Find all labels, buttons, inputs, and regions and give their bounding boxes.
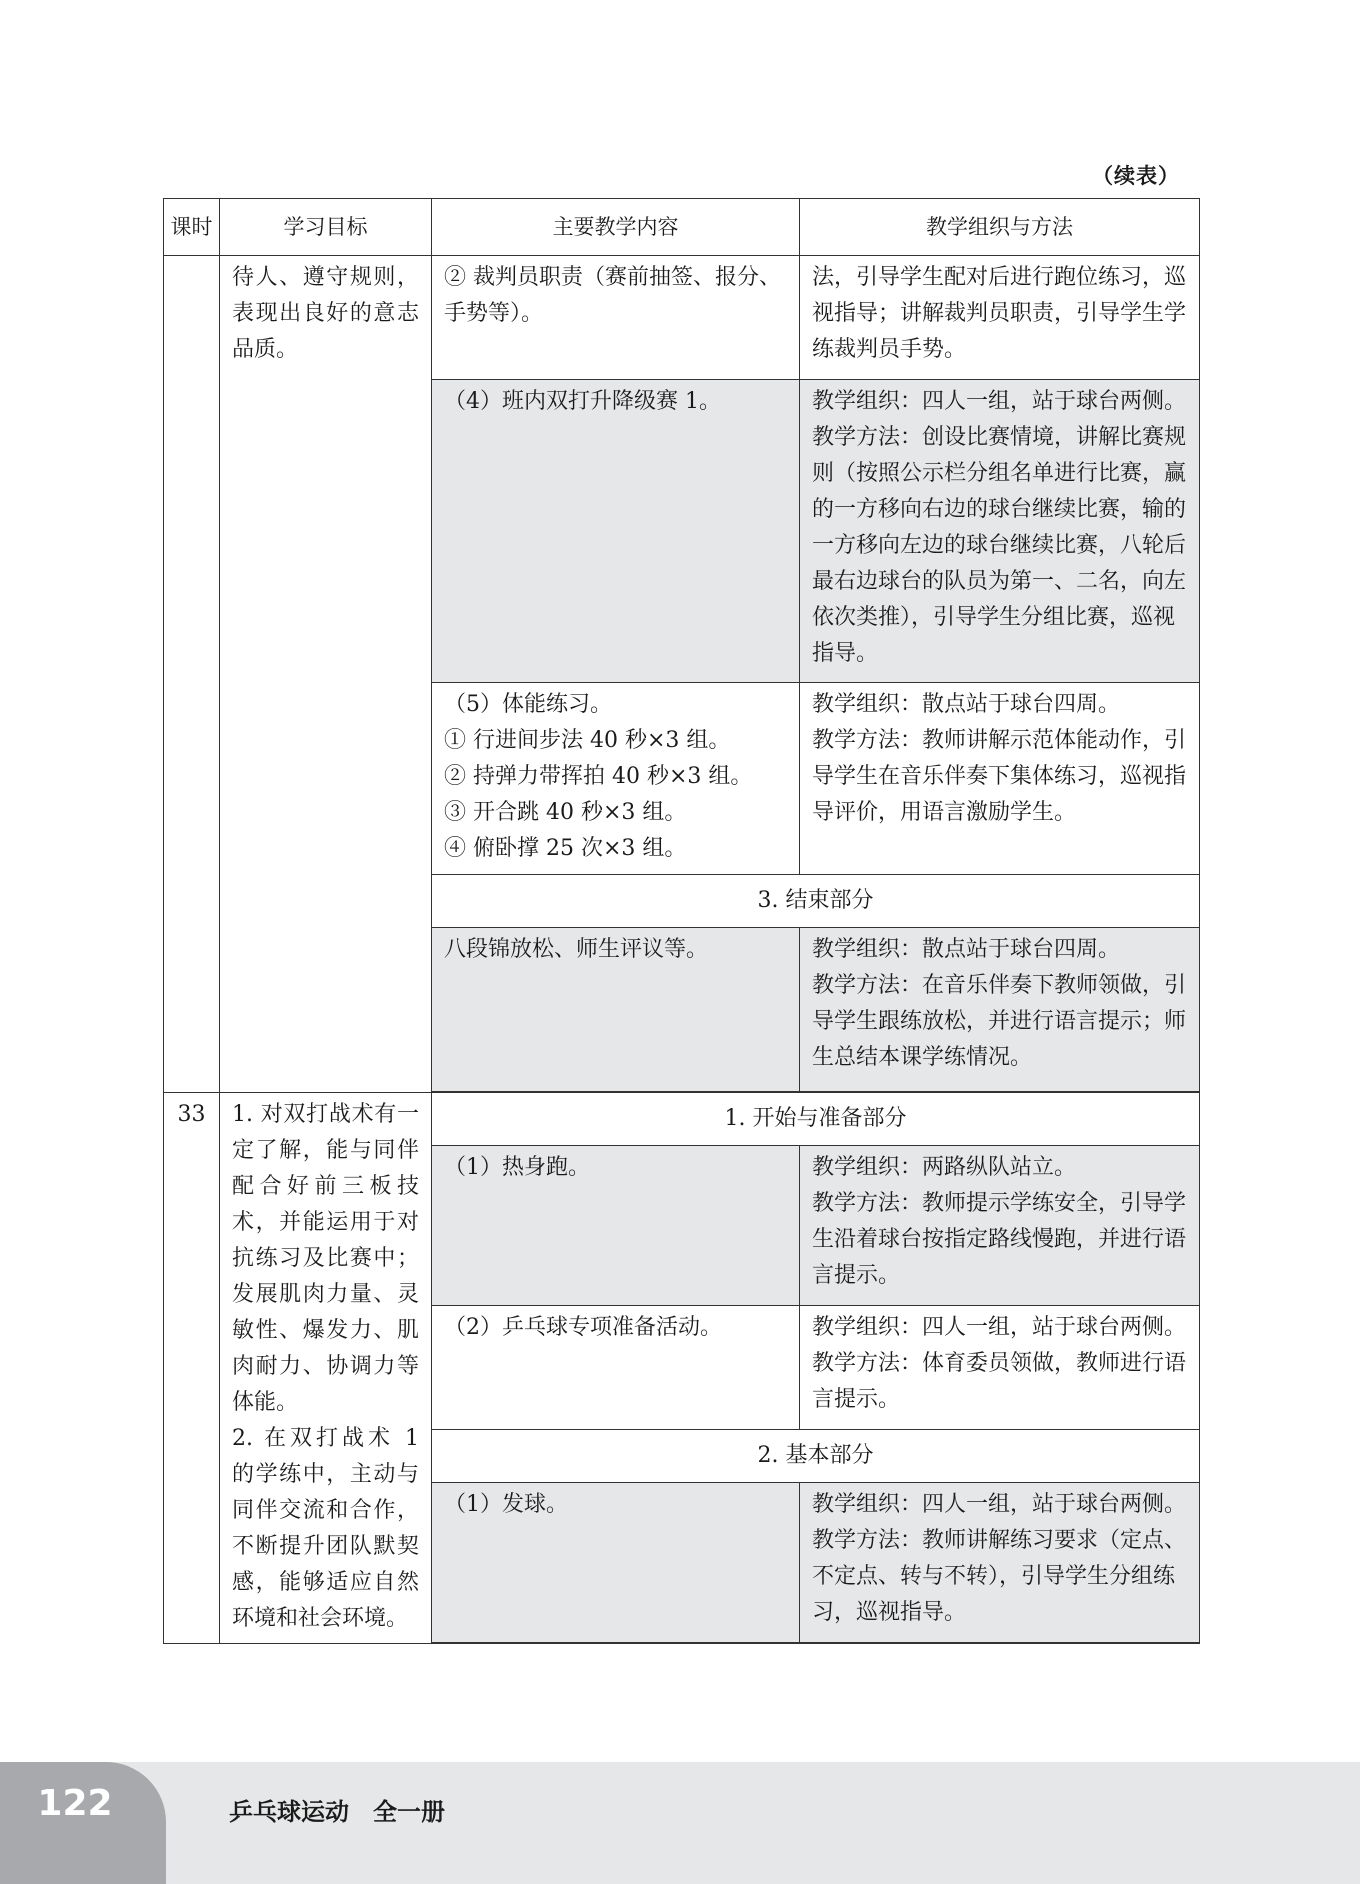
header-content: 主要教学内容 xyxy=(432,199,800,256)
section-heading-end: 3. 结束部分 xyxy=(432,875,1200,928)
content-text: （4）班内双打升降级赛 1。 xyxy=(444,389,721,414)
content-text: 八段锦放松、师生评议等。 xyxy=(444,937,709,962)
book-title: 乒乓球运动 全一册 xyxy=(229,1798,445,1826)
header-goal: 学习目标 xyxy=(220,199,432,256)
content-cell xyxy=(432,1483,800,1643)
content-text: ② 裁判员职责（赛前抽签、报分、手势等）。 xyxy=(444,265,781,326)
section-heading-start: 1. 开始与准备部分 xyxy=(432,1093,1200,1146)
table-header-row xyxy=(164,199,1200,256)
content-cell xyxy=(432,683,800,875)
header-method: 教学组织与方法 xyxy=(800,199,1200,256)
method-cell xyxy=(800,256,1200,380)
goal-text: 待人、遵守规则，表现出良好的意志品质。 xyxy=(232,265,419,362)
content-text: （5）体能练习。 ① 行进间步法 40 秒×3 组。 ② 持弹力带挥拍 40 秒×3 组。 ③ 开合跳 40 秒×3 组。 ④ 俯卧撑 25 次×3 组。 xyxy=(444,692,753,861)
method-cell xyxy=(800,683,1200,875)
goal-cell xyxy=(220,256,432,1093)
method-cell xyxy=(800,380,1200,683)
method-cell xyxy=(800,1483,1200,1643)
lesson-plan-table xyxy=(163,198,1200,1644)
method-cell xyxy=(800,928,1200,1092)
method-text: 教学组织：四人一组，站于球台两侧。 教学方法：创设比赛情境，讲解比赛规则（按照公示栏分组名单进行比赛，赢的一方移向右边的球台继续比赛，输的一方移向左边的球台继续比赛，八轮后最右边球台的队员为第一、二名，向左依次类推），引导学生分组比赛，巡视指导。 xyxy=(812,389,1187,666)
section-row xyxy=(164,1093,1200,1146)
table-row xyxy=(164,256,1200,380)
footer-band xyxy=(0,1762,1360,1884)
content-text: （2）乒乓球专项准备活动。 xyxy=(444,1315,722,1340)
method-cell xyxy=(800,1306,1200,1430)
method-text: 教学组织：四人一组，站于球台两侧。 教学方法：教师讲解练习要求（定点、不定点、转与不转），引导学生分组练习，巡视指导。 xyxy=(812,1492,1187,1625)
goal-cell xyxy=(220,1093,432,1644)
method-text: 教学组织：四人一组，站于球台两侧。 教学方法：体育委员领做，教师进行语言提示。 xyxy=(812,1315,1187,1412)
goal-text: 1. 对双打战术有一定了解，能与同伴配合好前三板技术，并能运用于对抗练习及比赛中；发展肌肉力量、灵敏性、爆发力、肌肉耐力、协调力等体能。 2. 在双打战术 1 的学练中，主动与同伴交流和合作，不断提升团队默契感，能够适应自然环境和社会环境。 xyxy=(232,1102,419,1631)
method-text: 教学组织：两路纵队站立。 教学方法：教师提示学练安全，引导学生沿着球台按指定路线慢跑，并进行语言提示。 xyxy=(812,1155,1187,1288)
header-period: 课时 xyxy=(164,199,220,256)
spacer-cell xyxy=(432,1643,1200,1644)
content-cell xyxy=(432,256,800,380)
content-text: （1）发球。 xyxy=(444,1492,568,1517)
content-cell xyxy=(432,928,800,1092)
method-text: 教学组织：散点站于球台四周。 教学方法：教师讲解示范体能动作，引导学生在音乐伴奏下集体练习，巡视指导评价，用语言激励学生。 xyxy=(812,692,1187,825)
period-cell: 33 xyxy=(164,1093,220,1644)
content-cell xyxy=(432,1306,800,1430)
page-number: 122 xyxy=(37,1783,113,1824)
period-cell-empty xyxy=(164,256,220,1093)
content-text: （1）热身跑。 xyxy=(444,1155,590,1180)
content-cell xyxy=(432,380,800,683)
continued-label: （续表） xyxy=(1092,164,1180,188)
section-heading-basic: 2. 基本部分 xyxy=(432,1430,1200,1483)
method-cell xyxy=(800,1146,1200,1306)
content-cell xyxy=(432,1146,800,1306)
method-text: 教学组织：散点站于球台四周。 教学方法：在音乐伴奏下教师领做，引导学生跟练放松，并进行语言提示；师生总结本课学练情况。 xyxy=(812,937,1187,1070)
method-text: 法，引导学生配对后进行跑位练习，巡视指导；讲解裁判员职责，引导学生学练裁判员手势。 xyxy=(812,265,1187,362)
